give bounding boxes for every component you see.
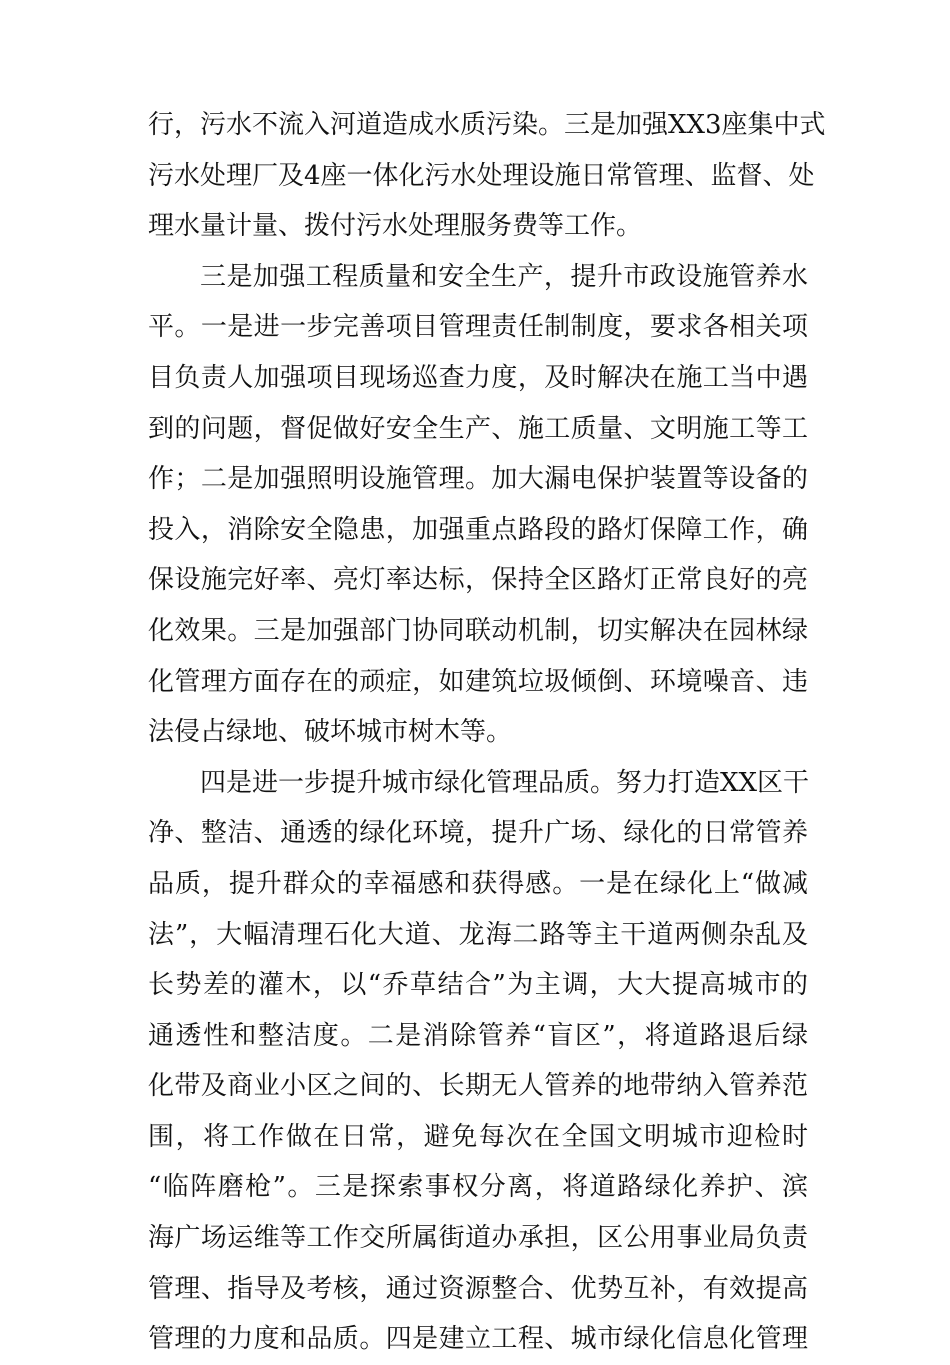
text-line: 保设施完好率、亮灯率达标，保持全区路灯正常良好的亮 (148, 565, 808, 596)
paragraph-start-line: 三是加强工程质量和安全生产，提升市政设施管养水 (200, 261, 808, 292)
document-body (148, 100, 826, 1365)
text-line: 海广场运维等工作交所属街道办承担，区公用事业局负责 (148, 1223, 808, 1254)
text-line: 通透性和整洁度。二是消除管养“盲区”，将道路退后绿 (148, 1020, 808, 1051)
paragraph-start-line: 四是进一步提升城市绿化管理品质。努力打造XX区干 (200, 767, 810, 798)
text-line: 作；二是加强照明设施管理。加大漏电保护装置等设备的 (148, 464, 808, 495)
text-line: 到的问题，督促做好安全生产、施工质量、文明施工等工 (148, 413, 808, 444)
text-line: 品质，提升群众的幸福感和获得感。一是在绿化上“做减 (148, 868, 808, 899)
text-line: 行，污水不流入河道造成水质污染。三是加强XX3座集中式 (148, 110, 826, 140)
text-line: 污水处理厂及4座一体化污水处理设施日常管理、监督、处 (148, 160, 815, 191)
text-line: 净、整洁、通透的绿化环境，提升广场、绿化的日常管养 (148, 818, 808, 849)
text-line: 法侵占绿地、破坏城市树木等。 (148, 717, 513, 748)
text-line: “临阵磨枪”。三是探索事权分离，将道路绿化养护、滨 (148, 1172, 808, 1203)
text-line: 平。一是进一步完善项目管理责任制制度，要求各相关项 (148, 312, 808, 343)
text-line: 目负责人加强项目现场巡查力度，及时解决在施工当中遇 (148, 362, 808, 393)
text-line: 管理的力度和品质。四是建立工程、城市绿化信息化管理 (148, 1324, 808, 1355)
text-line: 理水量计量、拨付污水处理服务费等工作。 (148, 211, 643, 242)
text-line: 化管理方面存在的顽症，如建筑垃圾倾倒、环境噪音、违 (148, 666, 808, 697)
text-line: 围，将工作做在日常，避免每次在全国文明城市迎检时 (148, 1121, 808, 1152)
text-line: 长势差的灌木，以“乔草结合”为主调，大大提高城市的 (148, 970, 808, 1001)
text-line: 管理、指导及考核，通过资源整合、优势互补，有效提高 (148, 1273, 808, 1304)
text-line: 化效果。三是加强部门协同联动机制，切实解决在园林绿 (148, 615, 808, 646)
text-line: 投入，消除安全隐患，加强重点路段的路灯保障工作，确 (148, 514, 808, 545)
text-line: 化带及商业小区之间的、长期无人管养的地带纳入管养范 (148, 1071, 808, 1102)
text-line: 法”，大幅清理石化大道、龙海二路等主干道两侧杂乱及 (148, 919, 808, 950)
